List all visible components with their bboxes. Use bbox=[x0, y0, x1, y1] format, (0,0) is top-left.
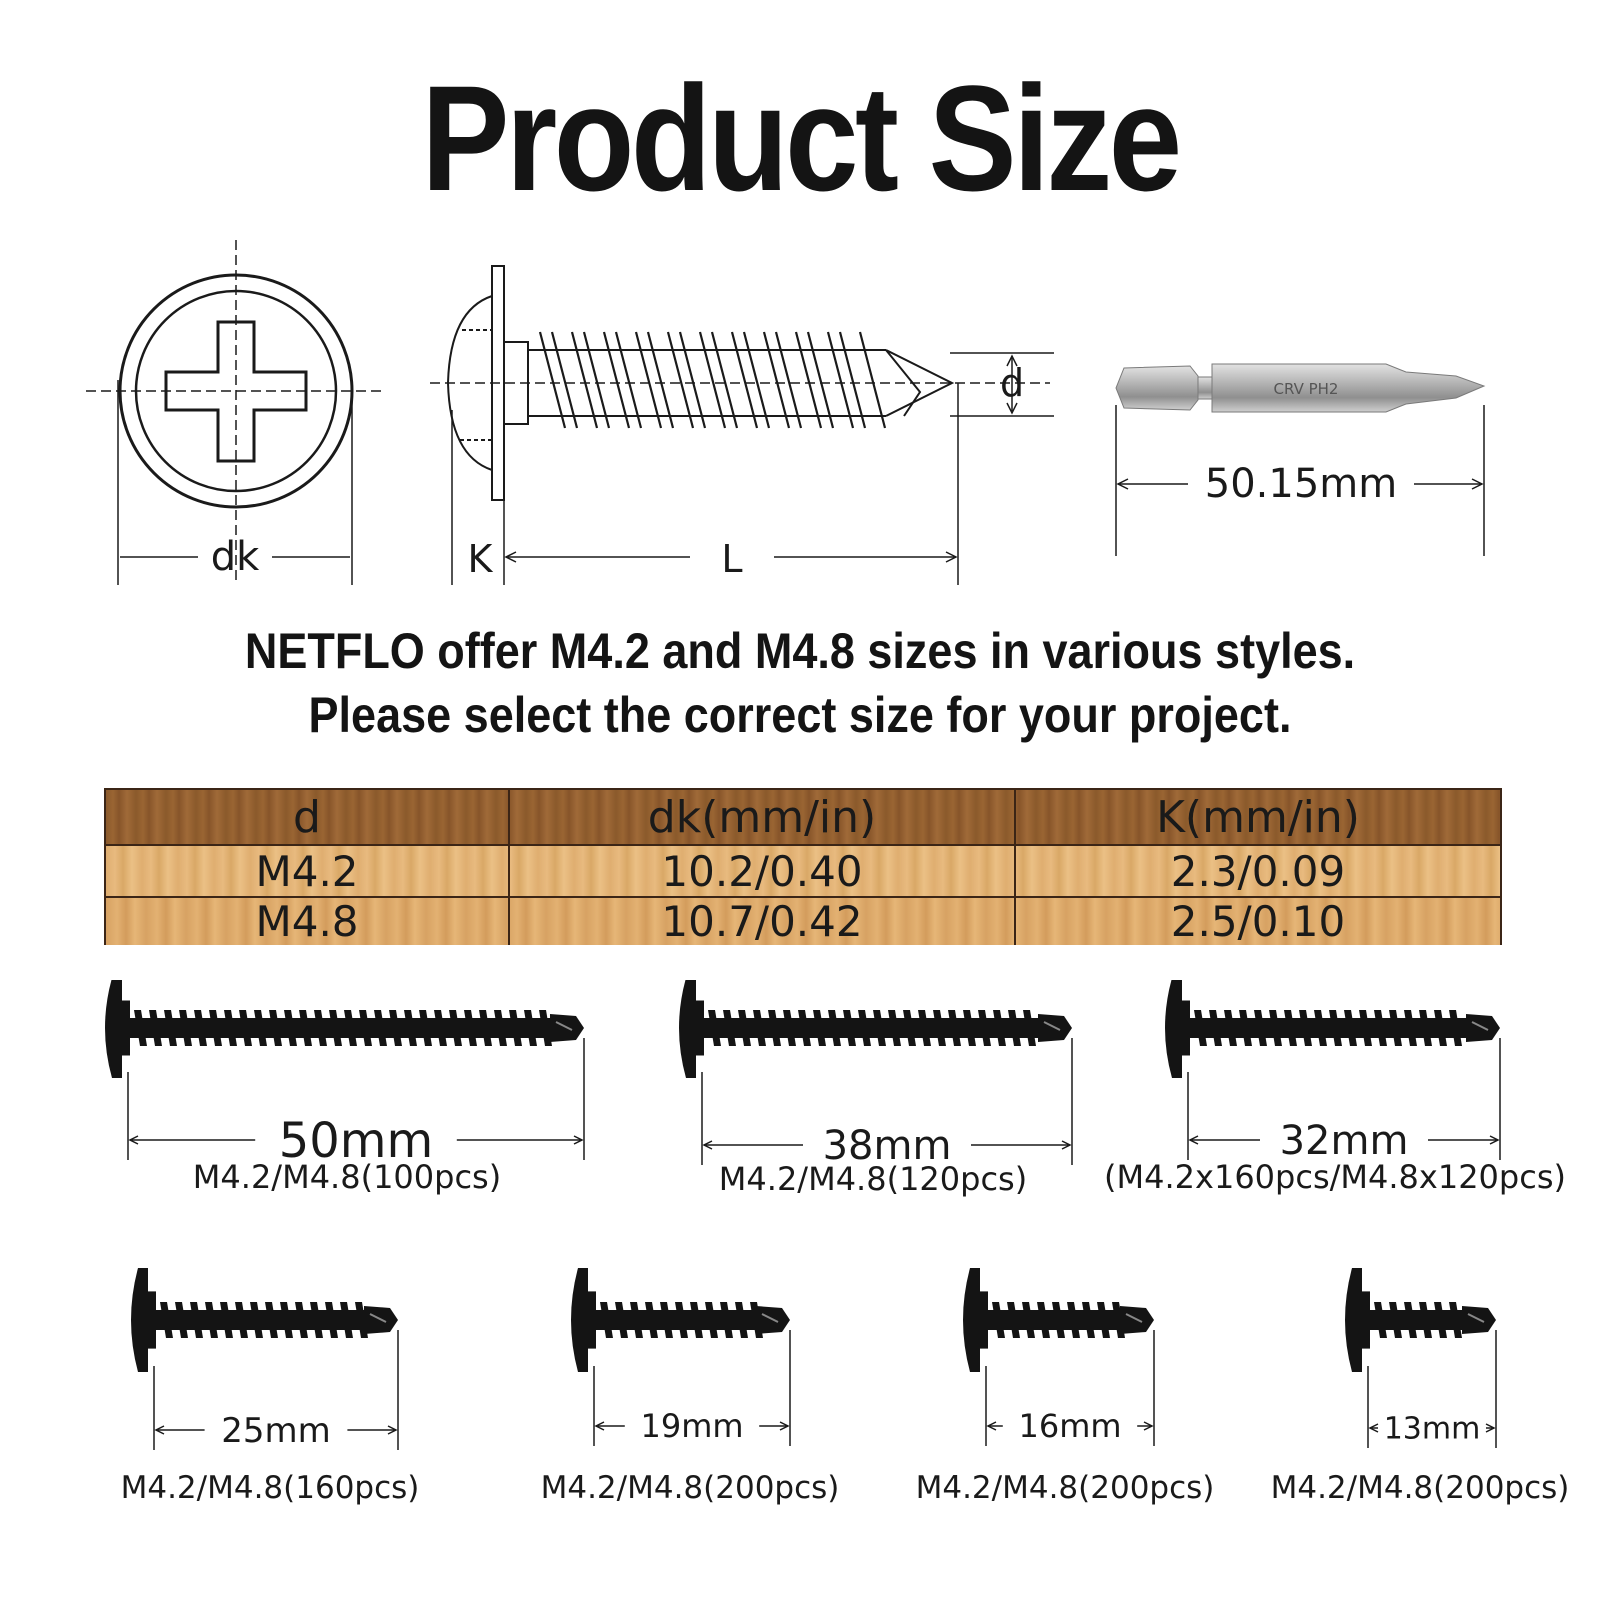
bit-length-label: 50.15mm bbox=[1204, 461, 1398, 507]
subtitle-line-1: NETFLO offer M4.2 and M4.8 sizes in various styles. bbox=[244, 623, 1356, 679]
dk-label: dk bbox=[210, 534, 260, 580]
screw-spec-label: M4.2/M4.8(160pcs) bbox=[120, 1470, 420, 1506]
subtitle-line-2: Please select the correct size for your project. bbox=[308, 687, 1292, 743]
table-cell: M4.8 bbox=[255, 897, 359, 946]
screw-spec-label: M4.2/M4.8(200pcs) bbox=[540, 1470, 840, 1506]
table-cell: 10.2/0.40 bbox=[508, 846, 1014, 896]
screw-item bbox=[1104, 980, 1566, 1196]
screw-length-label: 13mm bbox=[1383, 1411, 1481, 1447]
table-cell: 2.3/0.09 bbox=[1014, 846, 1500, 896]
screw-length-label: 25mm bbox=[221, 1410, 331, 1451]
screw-spec-label: (M4.2x160pcs/M4.8x120pcs) bbox=[1104, 1158, 1566, 1196]
screw-image bbox=[1165, 980, 1500, 1078]
screw-image bbox=[1345, 1268, 1496, 1372]
table-row bbox=[106, 844, 1500, 896]
screw-length-label: 32mm bbox=[1279, 1118, 1409, 1164]
table-header-row bbox=[106, 790, 1500, 844]
screw-gallery bbox=[0, 980, 1600, 1600]
screw-spec-label: M4.2/M4.8(200pcs) bbox=[915, 1470, 1215, 1506]
screw-spec-label: M4.2/M4.8(100pcs) bbox=[192, 1158, 502, 1196]
table-cell: 10.7/0.42 bbox=[508, 898, 1014, 945]
driver-bit bbox=[1116, 364, 1484, 556]
table-header-cell: d bbox=[293, 791, 321, 843]
page-title: Product Size bbox=[421, 54, 1179, 222]
k-label: K bbox=[467, 537, 493, 581]
screw-image bbox=[679, 980, 1072, 1078]
screw-item bbox=[916, 1268, 1215, 1506]
thread-pattern bbox=[540, 332, 885, 428]
table-row bbox=[106, 896, 1500, 945]
screw-image bbox=[131, 1268, 398, 1372]
table-header-cell: dk(mm/in) bbox=[508, 790, 1014, 844]
size-table bbox=[104, 788, 1502, 945]
bit-engraving: CRV PH2 bbox=[1273, 380, 1339, 398]
screw-length-label: 16mm bbox=[1018, 1407, 1122, 1446]
screw-item bbox=[105, 980, 584, 1196]
screw-item bbox=[679, 980, 1072, 1198]
screw-length-label: 50mm bbox=[278, 1112, 434, 1169]
screw-length-label: 19mm bbox=[640, 1407, 744, 1446]
screw-item bbox=[541, 1268, 840, 1506]
screw-item bbox=[121, 1268, 420, 1506]
screw-length-label: 38mm bbox=[822, 1123, 952, 1169]
table-cell: 2.5/0.10 bbox=[1014, 898, 1500, 945]
d-label: d bbox=[999, 361, 1025, 405]
screw-item bbox=[1271, 1268, 1570, 1506]
technical-drawing bbox=[0, 0, 1600, 600]
l-label: L bbox=[721, 537, 743, 581]
screw-spec-label: M4.2/M4.8(120pcs) bbox=[718, 1160, 1028, 1198]
table-header-cell: K(mm/in) bbox=[1014, 790, 1500, 844]
screw-image bbox=[963, 1268, 1154, 1372]
screw-image bbox=[105, 980, 584, 1078]
screw-image bbox=[571, 1268, 790, 1372]
table-cell: M4.2 bbox=[255, 846, 359, 896]
screw-spec-label: M4.2/M4.8(200pcs) bbox=[1270, 1470, 1570, 1506]
